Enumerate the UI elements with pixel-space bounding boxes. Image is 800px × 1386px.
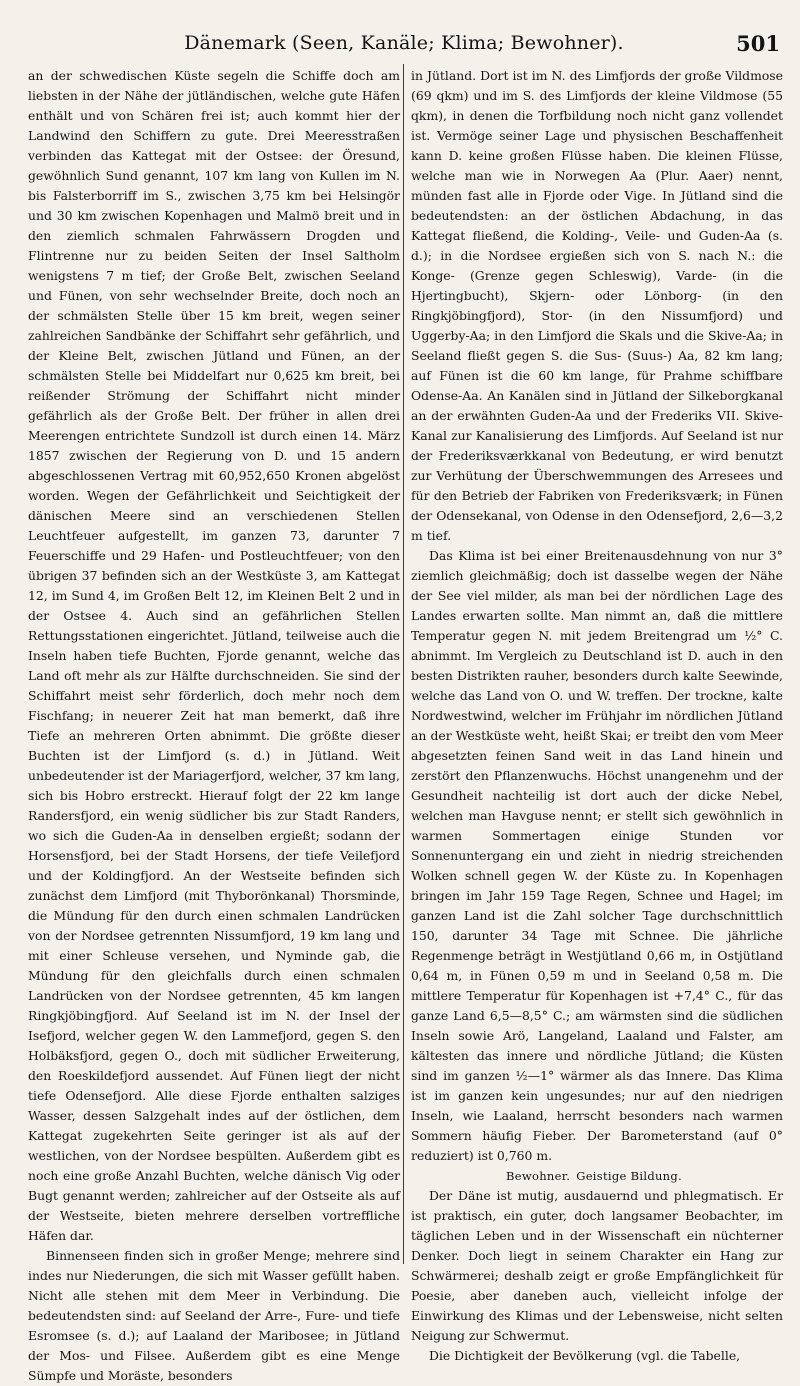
paragraph: in Jütland. Dort ist im N. des Limfjords der große Vildmose (69 qkm) und im S. des Limfjords der kleine Vildmose (55 qkm), in denen die Torfbildung noch nicht ganz vollendet ist. Vermöge seiner Lage und physischen Beschaffenheit kann D. keine großen Flüsse haben. Die kleinen Flüsse, welche man wie in Norwegen Aa (Plur. Aaer) nennt, münden fast alle in Fjorde oder Vige. In Jütland sind die bedeutendsten: an der östlichen Abdachung, in das Kattegat fließend, die Kolding-, Veile- und Guden-Aa (s. d.); in die Nordsee ergießen sich von S. nach N.: die Konge- (Grenze gegen Schleswig), Varde- (in die Hjertingbucht), Skjern- oder Lönborg- (in den Ringkjöbingfjord), Stor- (in den Nissumfjord) und Uggerby-Aa; in den Limfjord die Skals und die Skive-Aa; in Seeland fließt gegen S. die Sus- (Suus-) Aa, 82 km lang; auf Fünen ist die 60 km lange, für Prahme schiffbare Odense-Aa. An Kanälen sind in Jütland der Silkeborgkanal an der erwähnten Guden-Aa und der Frederiks VII. Skive-Kanal zur Kanalisierung des Limfjords. Auf Seeland ist nur der Frederiksværkkanal von Bedeutung, er wird benutzt zur Verhütung der Überschwemmungen des Arresees und für den Betrieb der Fabriken von Frederiksværk; in Fünen der Odensekanal, von Odense in den Odensefjord, 2,6—3,2 m tief. bbox=[411, 68, 783, 543]
right-column bbox=[411, 66, 783, 1363]
paragraph: an der schwedischen Küste segeln die Schiffe doch am liebsten in der Nähe der jütländischen, welche gute Häfen enthält und von Schären frei ist; auch kommt hier der Landwind den Schiffern zu gute. Drei Meeresstraßen verbinden das Kattegat mit der Ostsee: der Öresund, gewöhnlich Sund genannt, 107 km lang von Kullen im N. bis Falsterborriff im S., zwischen 3,75 km bei Helsingör und 30 km zwischen Kopenhagen und Malmö breit und in den ziemlich schmalen Fahrwässern Drogden und Flintrenne nur zu beiden Seiten der Insel Saltholm wenigstens 7 m tief; der Große Belt, zwischen Seeland und Fünen, von sehr wechselnder Breite, doch noch an der schmälsten Stelle über 15 km breit, wegen seiner zahlreichen Sandbänke der Schiffahrt sehr gefährlich, und der Kleine Belt, zwischen Jütland und Fünen, an der schmälsten Stelle bei Middelfart nur 0,625 km breit, bei reißender Strömung der Schiffahrt nicht minder gefährlich als der Große Belt. Der früher in allen drei Meerengen entrichtete Sundzoll ist durch einen 14. März 1857 zwischen der Regierung von D. und 15 andern abgeschlossenen Vertrag mit 60,952,650 Kronen abgelöst worden. Wegen der Gefährlichkeit und Seichtigkeit der dänischen Meere sind an verschiedenen Stellen Leuchtfeuer aufgestellt, im ganzen 73, darunter 7 Feuerschiffe und 29 Hafen- und Postleuchtfeuer; von den übrigen 37 befinden sich an der Westküste 3, am Kattegat 12, im Sund 4, im Großen Belt 12, im Kleinen Belt 2 und in der Ostsee 4. Auch sind an gefährlichen Stellen Rettungsstationen eingerichtet. Jütland, teilweise auch die Inseln haben tiefe Buchten, Fjorde genannt, welche das Land oft mehr als zur Hälfte durchschneiden. Sie sind der Schiffahrt meist sehr förderlich, doch mehr noch dem Fischfang; in neuerer Zeit hat man bemerkt, daß ihre Tiefe an mehreren Orten abnimmt. Die größte dieser Buchten ist der Limfjord (s. d.) in Jütland. Weit unbedeutender ist der Mariagerfjord, welcher, 37 km lang, sich bis Hobro erstreckt. Hierauf folgt der 22 km lange Randersfjord, ein wenig südlicher bis zur Stadt Randers, wo sich die Guden-Aa in denselben ergießt; sodann der Horsensfjord, bei der Stadt Horsens, der tiefe Veilefjord und der Koldingfjord. An der Westseite befinden sich zunächst dem Limfjord (mit Thyborönkanal) Thorsminde, die Mündung für den durch einen schmalen Landrücken von der Nordsee getrennten Nissumfjord, 19 km lang und mit einer Schleuse versehen, und Nyminde gab, die Mündung für den gleichfalls durch einen schmalen Landrücken von der Nordsee getrennten, 45 km langen Ringkjöbingfjord. Auf Seeland ist im N. der Insel der Isefjord, welcher gegen W. den Lammefjord, gegen S. den Holbäksfjord, gegen O., doch mit südlicher Erweiterung, den Roeskildefjord aussendet. Auf Fünen liegt der nicht tiefe Odensefjord. Alle diese Fjorde enthalten salziges Wasser, dessen Salzgehalt indes auf der östlichen, dem Kattegat zugekehrten Seite geringer ist als auf der westlichen, von der Nordsee bespülten. Außerdem gibt es noch eine große Anzahl Buchten, welche dänisch Vig oder Bugt genannt werden; zahlreicher auf der Ostseite als auf der Westseite, bieten mehrere derselben vortreffliche Häfen dar. bbox=[28, 68, 400, 1243]
page-number: 501 bbox=[736, 31, 780, 56]
section-heading-part: Geistige Bildung. bbox=[576, 1169, 683, 1183]
paragraph: Die Dichtigkeit der Bevölkerung (vgl. die Tabelle, bbox=[429, 1348, 741, 1363]
left-column bbox=[28, 66, 400, 1383]
section-heading bbox=[411, 1166, 783, 1186]
section-heading-part: Bewohner. bbox=[505, 1169, 571, 1183]
running-head: Dänemark (Seen, Kanäle; Klima; Bewohner). bbox=[184, 32, 624, 54]
column-divider bbox=[403, 64, 404, 1264]
paragraph: Der Däne ist mutig, ausdauernd und phlegmatisch. Er ist praktisch, ein guter, doch langsamer Beobachter, im täglichen Leben und in der Wissenschaft ein nüchterner Denker. Doch liegt in seinem Charakter ein Hang zur Schwärmerei; deshalb zeigt er große Empfänglichkeit für Poesie, aber daneben auch, vielleicht infolge der Einwirkung des Klimas und der Lebensweise, nicht selten Neigung zur Schwermut. bbox=[411, 1188, 783, 1343]
paragraph: Binnenseen finden sich in großer Menge; mehrere sind indes nur Niederungen, die sich mit Wasser gefüllt haben. Nicht alle stehen mit dem Meer in Verbindung. Die bedeutendsten sind: auf Seeland der Arre-, Fure- und tiefe Esromsee (s. d.); auf Laaland der Maribosee; in Jütland der Mos- und Filsee. Außerdem gibt es eine Menge Sümpfe und Moräste, besonders bbox=[28, 1248, 400, 1383]
paragraph: Das Klima ist bei einer Breitenausdehnung von nur 3° ziemlich gleichmäßig; doch ist dasselbe wegen der Nähe der See viel milder, als man bei der nördlichen Lage des Landes erwarten sollte. Man nimmt an, daß die mittlere Temperatur gegen N. mit jedem Breitengrad um ½° C. abnimmt. Im Vergleich zu Deutschland ist D. auch in den besten Distrikten rauher, besonders durch kalte Seewinde, welche das Land von O. und W. treffen. Der trockne, kalte Nordwestwind, welcher im Frühjahr im nördlichen Jütland an der Westküste weht, heißt Skai; er treibt den vom Meer abgesetzten feinen Sand weit in das Land hinein und zerstört den Pflanzenwuchs. Höchst unangenehm und der Gesundheit nachteilig ist dort auch der dicke Nebel, welchen man Havguse nennt; er stellt sich gewöhnlich in warmen Sommertagen einige Stunden vor Sonnenuntergang ein und zieht in niedrig streichenden Wolken schnell gegen W. der Küste zu. In Kopenhagen bringen im Jahr 159 Tage Regen, Schnee und Hagel; im ganzen Land ist die Zahl solcher Tage durchschnittlich 150, darunter 34 Tage mit Schnee. Die jährliche Regenmenge beträgt in Westjütland 0,66 m, in Ostjütland 0,64 m, in Fünen 0,59 m und in Seeland 0,58 m. Die mittlere Temperatur für Kopenhagen ist +7,4° C., für das ganze Land 6,5—8,5° C.; am wärmsten sind die südlichen Inseln sowie Arö, Langeland, Laaland und Falster, am kältesten das innere und nördliche Jütland; die Küsten sind im ganzen ½—1° wärmer als das Innere. Das Klima ist im ganzen kein ungesundes; nur auf den niedrigen Inseln, wie Laaland, herrscht besonders nach warmen Sommern häufig Fieber. Der Barometerstand (auf 0° reduziert) ist 0,760 m. bbox=[411, 548, 783, 1163]
page-header bbox=[28, 32, 780, 58]
